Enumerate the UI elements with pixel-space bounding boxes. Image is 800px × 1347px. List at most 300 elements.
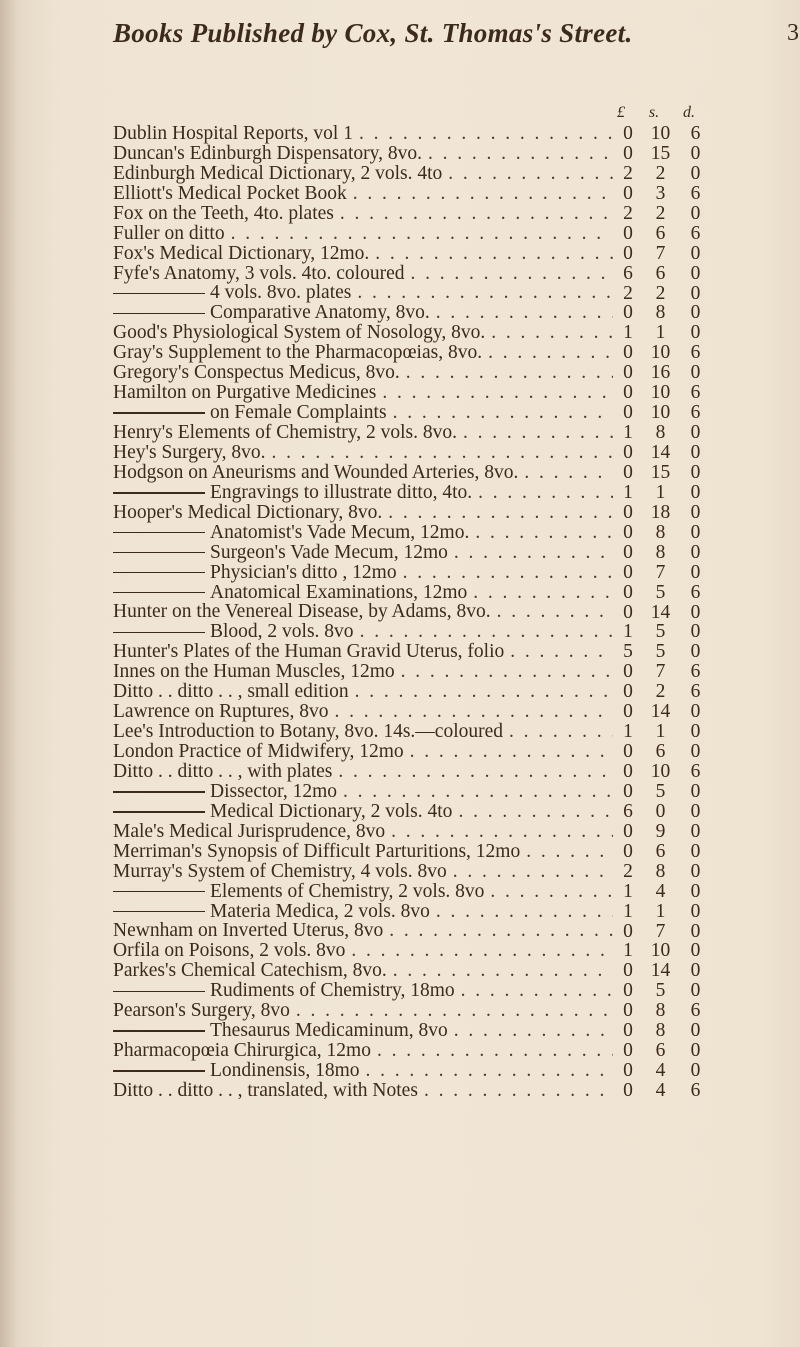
book-title: Thesaurus Medicaminum, 8vo bbox=[210, 1021, 448, 1042]
book-entry bbox=[113, 842, 713, 862]
book-title-cell bbox=[113, 622, 613, 642]
price-pounds: 2 bbox=[623, 202, 633, 224]
book-title-cell bbox=[113, 941, 613, 961]
price-pence: 0 bbox=[690, 900, 701, 922]
price-shillings: 16 bbox=[650, 362, 671, 384]
book-entry bbox=[113, 981, 713, 1001]
price-pence: 0 bbox=[690, 202, 701, 224]
price-pounds: 0 bbox=[623, 960, 633, 982]
book-title-cell bbox=[113, 762, 613, 782]
price-shillings: 18 bbox=[650, 501, 671, 523]
price-pence: 0 bbox=[690, 302, 701, 324]
book-title-cell bbox=[113, 343, 613, 363]
ditto-rule bbox=[113, 492, 205, 494]
book-entry bbox=[113, 603, 713, 623]
price-shillings: 2 bbox=[655, 282, 666, 304]
price-shillings: 2 bbox=[655, 162, 666, 184]
book-entry bbox=[113, 403, 713, 423]
price-pence: 0 bbox=[690, 741, 701, 763]
book-title-cell bbox=[113, 303, 613, 323]
book-title: Innes on the Human Muscles, 12mo bbox=[113, 662, 395, 683]
ditto-rule bbox=[113, 532, 205, 534]
price-shillings: 5 bbox=[655, 581, 666, 603]
book-entry bbox=[113, 503, 713, 523]
leader-dots bbox=[360, 622, 613, 642]
price-pence: 6 bbox=[690, 182, 701, 204]
book-title: on Female Complaints bbox=[210, 403, 387, 424]
book-entry bbox=[113, 922, 713, 942]
book-title: Dublin Hospital Reports, vol 1 bbox=[113, 124, 353, 144]
book-entry bbox=[113, 822, 713, 842]
price-pounds: 1 bbox=[623, 940, 633, 962]
price-pounds: 0 bbox=[623, 1060, 633, 1082]
price-pounds: 0 bbox=[623, 222, 633, 244]
price-pounds: 0 bbox=[623, 820, 633, 842]
leader-dots bbox=[393, 403, 613, 423]
book-title: Dissector, 12mo bbox=[210, 781, 338, 802]
book-title-cell bbox=[113, 922, 613, 942]
book-entry bbox=[113, 204, 713, 224]
price-pounds: 1 bbox=[623, 900, 633, 922]
price-pence: 0 bbox=[690, 880, 701, 902]
book-title: Orfila on Poisons, 2 vols. 8vo bbox=[113, 941, 346, 962]
leader-dots bbox=[458, 802, 613, 822]
book-title: Engravings to illustrate ditto, 4to. bbox=[210, 482, 473, 503]
book-title-cell bbox=[113, 822, 613, 842]
book-entry bbox=[113, 742, 713, 762]
price-shillings: 1 bbox=[655, 322, 666, 344]
leader-dots bbox=[406, 363, 613, 383]
price-pence: 0 bbox=[690, 960, 701, 982]
price-pence: 6 bbox=[690, 123, 701, 144]
book-entry bbox=[113, 642, 713, 662]
price-pounds: 1 bbox=[623, 481, 633, 503]
book-title: Duncan's Edinburgh Dispensatory, 8vo. bbox=[113, 143, 422, 164]
book-title-cell bbox=[113, 662, 613, 682]
book-title: Fox's Medical Dictionary, 12mo. bbox=[113, 243, 370, 264]
price-shillings: 4 bbox=[655, 1080, 666, 1101]
leader-dots bbox=[296, 1001, 613, 1021]
book-entry bbox=[113, 622, 713, 642]
book-entry bbox=[113, 264, 713, 284]
leader-dots bbox=[448, 164, 613, 184]
leader-dots bbox=[271, 443, 613, 463]
pence-header: d. bbox=[683, 104, 695, 121]
book-title: Parkes's Chemical Catechism, 8vo. bbox=[113, 961, 387, 982]
book-title-cell bbox=[113, 164, 613, 184]
leader-dots bbox=[393, 961, 613, 981]
price-pence: 0 bbox=[690, 701, 701, 723]
book-title-cell bbox=[113, 1021, 613, 1041]
leader-dots bbox=[454, 543, 613, 563]
price-pounds: 0 bbox=[623, 1020, 633, 1042]
book-title: Anatomist's Vade Mecum, 12mo. bbox=[210, 522, 470, 543]
price-pence: 6 bbox=[690, 1000, 701, 1022]
price-pounds: 0 bbox=[623, 581, 633, 603]
leader-dots bbox=[377, 1041, 613, 1061]
book-entry bbox=[113, 802, 713, 822]
book-title: Murray's System of Chemistry, 4 vols. 8vo bbox=[113, 861, 447, 882]
price-pounds: 0 bbox=[623, 1040, 633, 1062]
book-title-cell bbox=[113, 742, 613, 762]
book-entry bbox=[113, 443, 713, 463]
book-title: Male's Medical Jurisprudence, 8vo bbox=[113, 821, 386, 842]
price-shillings: 8 bbox=[655, 1000, 666, 1022]
price-pence: 0 bbox=[690, 422, 701, 444]
price-shillings: 10 bbox=[650, 342, 671, 364]
price-pence: 0 bbox=[690, 521, 701, 543]
leader-dots bbox=[343, 782, 613, 802]
book-title-cell bbox=[113, 463, 613, 483]
price-pence: 6 bbox=[690, 1080, 701, 1101]
price-pence: 6 bbox=[690, 382, 701, 404]
price-pounds: 0 bbox=[623, 920, 633, 942]
book-title: Lawrence on Ruptures, 8vo bbox=[113, 702, 329, 723]
book-entry bbox=[113, 961, 713, 981]
book-entry bbox=[113, 303, 713, 323]
book-title: Hamilton on Purgative Medicines bbox=[113, 383, 377, 404]
price-shillings: 8 bbox=[655, 422, 666, 444]
price-pence: 6 bbox=[690, 681, 701, 703]
price-pence: 6 bbox=[690, 342, 701, 364]
running-title: Books Published by Cox, St. Thomas's Street. bbox=[113, 18, 633, 48]
price-shillings: 5 bbox=[655, 780, 666, 802]
book-title: Medical Dictionary, 2 vols. 4to bbox=[210, 801, 453, 822]
book-title-cell bbox=[113, 882, 613, 902]
book-entry bbox=[113, 323, 713, 343]
ditto-rule bbox=[113, 552, 205, 554]
leader-dots bbox=[461, 981, 613, 1001]
price-shillings: 9 bbox=[655, 820, 666, 842]
leader-dots bbox=[454, 1021, 613, 1041]
book-title-cell bbox=[113, 603, 613, 623]
price-pence: 0 bbox=[690, 322, 701, 344]
price-pence: 0 bbox=[690, 940, 701, 962]
price-shillings: 15 bbox=[650, 142, 671, 164]
price-pence: 0 bbox=[690, 800, 701, 822]
price-pounds: 0 bbox=[623, 1000, 633, 1022]
price-pounds: 0 bbox=[623, 461, 633, 483]
price-pounds: 0 bbox=[623, 182, 633, 204]
price-shillings: 7 bbox=[655, 242, 666, 264]
ditto-rule bbox=[113, 891, 205, 893]
price-shillings: 8 bbox=[655, 1020, 666, 1042]
book-title: Ditto . . ditto . . , with plates bbox=[113, 762, 333, 782]
book-title: Londinensis, 18mo bbox=[210, 1061, 360, 1081]
ditto-rule bbox=[113, 1070, 205, 1072]
price-pounds: 0 bbox=[623, 442, 633, 463]
book-title: Surgeon's Vade Mecum, 12mo bbox=[210, 542, 448, 563]
price-shillings: 6 bbox=[655, 840, 666, 862]
book-title: Materia Medica, 2 vols. 8vo bbox=[210, 901, 430, 922]
book-entry bbox=[113, 882, 713, 902]
book-title-cell bbox=[113, 1041, 613, 1061]
book-title: Ditto . . ditto . . , translated, with Notes bbox=[113, 1081, 418, 1101]
book-entry bbox=[113, 543, 713, 563]
book-title: London Practice of Midwifery, 12mo bbox=[113, 742, 404, 762]
ditto-rule bbox=[113, 313, 205, 315]
price-pounds: 0 bbox=[623, 142, 633, 164]
book-title: Merriman's Synopsis of Difficult Parturitions, 12mo bbox=[113, 841, 521, 862]
leader-dots bbox=[453, 862, 613, 882]
price-pounds: 0 bbox=[623, 561, 633, 583]
price-pounds: 0 bbox=[623, 302, 633, 324]
book-title: Fyfe's Anatomy, 3 vols. 4to. coloured bbox=[113, 263, 405, 284]
book-entry bbox=[113, 523, 713, 543]
price-shillings: 6 bbox=[655, 222, 666, 244]
price-shillings: 8 bbox=[655, 541, 666, 563]
leader-dots bbox=[497, 603, 613, 623]
book-title-cell bbox=[113, 204, 613, 224]
leader-dots bbox=[401, 662, 613, 682]
price-pounds: 0 bbox=[623, 701, 633, 723]
leader-dots bbox=[389, 922, 613, 942]
ditto-rule bbox=[113, 572, 205, 574]
price-pounds: 0 bbox=[623, 242, 633, 264]
price-pounds: 6 bbox=[623, 262, 633, 284]
leader-dots bbox=[475, 523, 613, 543]
leader-dots bbox=[382, 383, 613, 403]
price-pounds: 2 bbox=[623, 860, 633, 882]
price-pounds: 0 bbox=[623, 342, 633, 364]
book-entry bbox=[113, 144, 713, 164]
book-title-cell bbox=[113, 383, 613, 403]
leader-dots bbox=[375, 244, 613, 264]
price-shillings: 10 bbox=[650, 402, 671, 424]
price-shillings: 5 bbox=[655, 980, 666, 1002]
book-title: Anatomical Examinations, 12mo bbox=[210, 582, 468, 603]
book-title-cell bbox=[113, 363, 613, 383]
price-pence: 0 bbox=[690, 262, 701, 284]
book-title-cell bbox=[113, 961, 613, 981]
price-shillings: 1 bbox=[655, 481, 666, 503]
book-title: Newnham on Inverted Uterus, 8vo bbox=[113, 921, 384, 942]
price-pence: 0 bbox=[690, 820, 701, 842]
price-pence: 0 bbox=[690, 162, 701, 184]
book-title: Pearson's Surgery, 8vo bbox=[113, 1001, 290, 1022]
price-pence: 0 bbox=[690, 1040, 701, 1062]
book-entry bbox=[113, 702, 713, 722]
book-title-cell bbox=[113, 702, 613, 722]
price-pence: 0 bbox=[690, 860, 701, 882]
leader-dots bbox=[353, 184, 613, 204]
book-entry bbox=[113, 463, 713, 483]
book-title: Hey's Surgery, 8vo. bbox=[113, 443, 266, 463]
price-shillings: 7 bbox=[655, 920, 666, 942]
price-pence: 0 bbox=[690, 641, 701, 663]
price-pounds: 2 bbox=[623, 162, 633, 184]
price-pounds: 6 bbox=[623, 800, 633, 822]
price-pounds: 1 bbox=[623, 621, 633, 643]
price-pounds: 0 bbox=[623, 741, 633, 763]
price-pence: 0 bbox=[690, 780, 701, 802]
price-pounds: 0 bbox=[623, 541, 633, 563]
book-entry bbox=[113, 1081, 713, 1101]
ditto-rule bbox=[113, 632, 205, 634]
book-title-cell bbox=[113, 523, 613, 543]
book-title-cell bbox=[113, 543, 613, 563]
price-shillings: 10 bbox=[650, 761, 671, 782]
ditto-rule bbox=[113, 911, 205, 913]
book-title-cell bbox=[113, 323, 613, 343]
book-title-cell bbox=[113, 802, 613, 822]
price-pence: 0 bbox=[690, 1020, 701, 1042]
book-entry bbox=[113, 164, 713, 184]
price-shillings: 6 bbox=[655, 262, 666, 284]
price-pence: 0 bbox=[690, 501, 701, 523]
book-title: Good's Physiological System of Nosology, 8vo. bbox=[113, 323, 486, 344]
pounds-header: £ bbox=[617, 104, 625, 121]
book-title-cell bbox=[113, 902, 613, 922]
book-title-cell bbox=[113, 1001, 613, 1021]
book-title-cell bbox=[113, 144, 613, 164]
book-title: Rudiments of Chemistry, 18mo bbox=[210, 981, 455, 1002]
leader-dots bbox=[410, 742, 613, 762]
book-title-cell bbox=[113, 583, 613, 603]
book-entry bbox=[113, 184, 713, 204]
price-shillings: 10 bbox=[650, 940, 671, 962]
leader-dots bbox=[473, 583, 613, 603]
leader-dots bbox=[526, 842, 613, 862]
price-pounds: 0 bbox=[623, 761, 633, 782]
price-pence: 0 bbox=[690, 481, 701, 503]
book-title-cell bbox=[113, 642, 613, 662]
price-pounds: 1 bbox=[623, 322, 633, 344]
price-pence: 6 bbox=[690, 581, 701, 603]
book-title: Elliott's Medical Pocket Book bbox=[113, 183, 347, 204]
leader-dots bbox=[510, 642, 613, 662]
ditto-rule bbox=[113, 293, 205, 295]
book-title-cell bbox=[113, 264, 613, 284]
book-entry bbox=[113, 284, 713, 304]
price-shillings: 7 bbox=[655, 561, 666, 583]
price-shillings: 3 bbox=[655, 182, 666, 204]
book-title: Blood, 2 vols. 8vo bbox=[210, 622, 354, 643]
price-pence: 0 bbox=[690, 242, 701, 264]
book-title: Edinburgh Medical Dictionary, 2 vols. 4to bbox=[113, 163, 443, 184]
price-pounds: 0 bbox=[623, 780, 633, 802]
ditto-rule bbox=[113, 791, 205, 793]
book-title: Henry's Elements of Chemistry, 2 vols. 8vo. bbox=[113, 423, 458, 443]
price-pounds: 1 bbox=[623, 880, 633, 902]
leader-dots bbox=[338, 762, 613, 782]
book-title: Physician's ditto , 12mo bbox=[210, 562, 397, 583]
price-pence: 0 bbox=[690, 362, 701, 384]
book-title: Elements of Chemistry, 2 vols. 8vo bbox=[210, 881, 485, 902]
price-pence: 0 bbox=[690, 621, 701, 643]
leader-dots bbox=[388, 503, 613, 523]
leader-dots bbox=[478, 483, 613, 503]
price-pence: 0 bbox=[690, 282, 701, 304]
price-pence: 0 bbox=[690, 142, 701, 164]
price-pence: 6 bbox=[690, 661, 701, 683]
leader-dots bbox=[391, 822, 613, 842]
book-title: Hunter's Plates of the Human Gravid Uterus, folio bbox=[113, 642, 505, 663]
price-pounds: 5 bbox=[623, 641, 633, 663]
price-shillings: 5 bbox=[655, 641, 666, 663]
price-pence: 6 bbox=[690, 402, 701, 424]
price-shillings: 4 bbox=[655, 880, 666, 902]
leader-dots bbox=[436, 303, 613, 323]
price-shillings: 2 bbox=[655, 681, 666, 703]
leader-dots bbox=[490, 882, 613, 902]
book-title-cell bbox=[113, 862, 613, 882]
ditto-rule bbox=[113, 412, 205, 414]
book-entry bbox=[113, 583, 713, 603]
price-pounds: 0 bbox=[623, 1080, 633, 1101]
price-pounds: 0 bbox=[623, 362, 633, 384]
leader-dots bbox=[351, 941, 613, 961]
price-pounds: 0 bbox=[623, 402, 633, 424]
book-title: Pharmacopœia Chirurgica, 12mo bbox=[113, 1041, 371, 1062]
book-entry bbox=[113, 363, 713, 383]
price-pence: 0 bbox=[690, 721, 701, 743]
price-pence: 0 bbox=[690, 1060, 701, 1082]
leader-dots bbox=[436, 902, 613, 922]
price-pence: 6 bbox=[690, 761, 701, 782]
page-header bbox=[113, 18, 800, 54]
book-title-cell bbox=[113, 722, 613, 742]
book-entry bbox=[113, 563, 713, 583]
price-shillings: 10 bbox=[650, 382, 671, 404]
book-title: 4 vols. 8vo. plates bbox=[210, 283, 352, 304]
price-pence: 0 bbox=[690, 461, 701, 483]
book-title-cell bbox=[113, 563, 613, 583]
book-entry bbox=[113, 1001, 713, 1021]
leader-dots bbox=[410, 264, 613, 284]
price-pence: 0 bbox=[690, 541, 701, 563]
book-title-cell bbox=[113, 1081, 613, 1101]
leader-dots bbox=[524, 463, 613, 483]
price-pounds: 0 bbox=[623, 382, 633, 404]
price-pounds: 0 bbox=[623, 980, 633, 1002]
book-entry bbox=[113, 483, 713, 503]
leader-dots bbox=[428, 144, 613, 164]
leader-dots bbox=[488, 343, 613, 363]
price-shillings: 0 bbox=[655, 800, 666, 822]
book-title-cell bbox=[113, 842, 613, 862]
price-shillings: 14 bbox=[650, 701, 671, 723]
leader-dots bbox=[366, 1061, 614, 1081]
price-shillings: 8 bbox=[655, 521, 666, 543]
leader-dots bbox=[359, 124, 613, 144]
price-pounds: 0 bbox=[623, 501, 633, 523]
book-entry bbox=[113, 1021, 713, 1041]
book-title: Fuller on ditto bbox=[113, 223, 225, 244]
book-title: Gregory's Conspectus Medicus, 8vo. bbox=[113, 363, 400, 384]
book-entry bbox=[113, 941, 713, 961]
book-title: Hunter on the Venereal Disease, by Adams, 8vo. bbox=[113, 602, 491, 623]
book-title-cell bbox=[113, 1061, 613, 1081]
price-pence: 0 bbox=[690, 561, 701, 583]
price-shillings: 1 bbox=[655, 721, 666, 743]
price-shillings: 5 bbox=[655, 621, 666, 643]
ditto-rule bbox=[113, 1030, 205, 1032]
leader-dots bbox=[463, 423, 613, 443]
price-pence: 0 bbox=[690, 920, 701, 942]
book-title: Hooper's Medical Dictionary, 8vo. bbox=[113, 502, 383, 523]
book-title-cell bbox=[113, 483, 613, 503]
book-title: Gray's Supplement to the Pharmacopœias, 8vo. bbox=[113, 343, 483, 364]
ditto-rule bbox=[113, 592, 205, 594]
page-number: 3 bbox=[787, 20, 799, 46]
book-title-cell bbox=[113, 981, 613, 1001]
book-title-cell bbox=[113, 503, 613, 523]
price-pence: 0 bbox=[690, 840, 701, 862]
leader-dots bbox=[509, 722, 613, 742]
leader-dots bbox=[424, 1081, 613, 1101]
book-entry bbox=[113, 343, 713, 363]
